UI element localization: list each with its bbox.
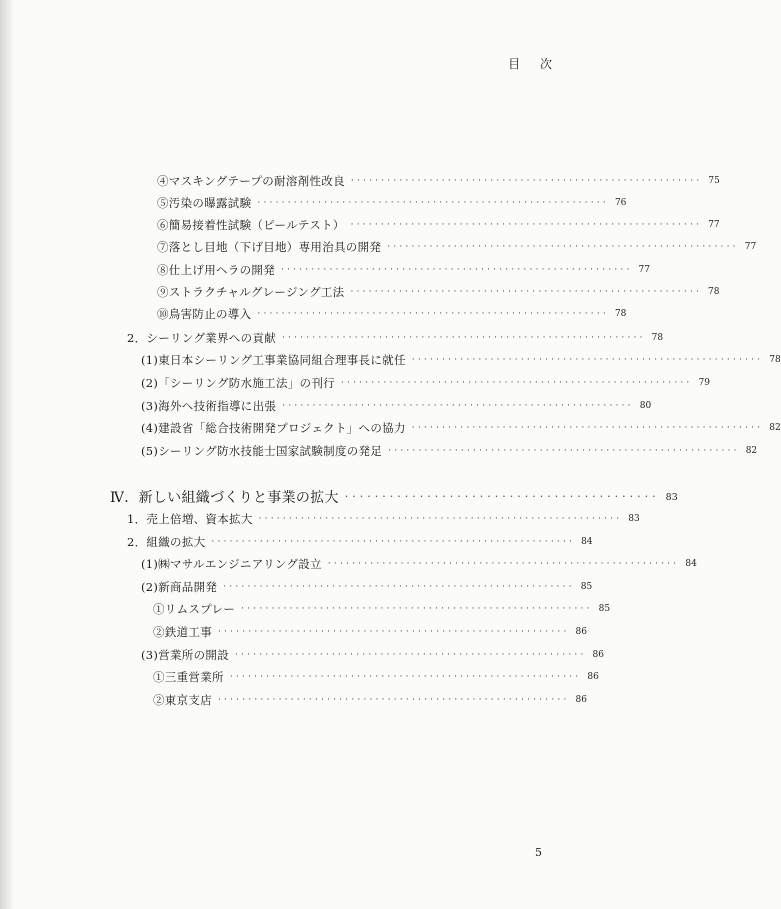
toc-entry — [141, 396, 652, 416]
toc-leader-dots: ·························································· — [411, 355, 764, 365]
toc-entry-page: 84 — [685, 559, 697, 569]
toc-entry-page: 77 — [708, 220, 720, 230]
toc-leader-dots: ·························································· — [411, 423, 764, 433]
toc-leader-dots: ·························································· — [350, 176, 703, 186]
toc-entry-page: 85 — [598, 604, 611, 614]
toc-leader-dots: ·························································· — [241, 604, 593, 614]
toc-entry-label: ④マスキングテープの耐溶剤性改良 — [157, 174, 345, 188]
toc-entry — [127, 532, 593, 552]
toc-entry — [157, 215, 720, 235]
toc-entry-label: (3)海外へ技術指導に出張 — [141, 399, 277, 413]
toc-entry-label: (1)東日本シーリング工事業協同組合理事長に就任 — [141, 353, 406, 367]
toc-leader-dots: ·························································· — [218, 627, 570, 637]
toc-leader-dots: ·························································· — [340, 378, 693, 388]
toc-entry — [141, 441, 758, 461]
toc-entry — [141, 373, 710, 393]
toc-entry-page: 78 — [769, 355, 781, 365]
toc-entry-label: (2)新商品開発 — [141, 580, 218, 594]
toc-leader-dots: ·························································· — [218, 695, 570, 705]
toc-entry — [141, 350, 781, 370]
toc-leader-dots: ·························································· — [257, 309, 609, 319]
toc-entry-page: 75 — [708, 176, 720, 186]
toc-entry-page: 77 — [638, 265, 650, 275]
toc-entry-label: 1．売上倍増、資本拡大 — [127, 512, 253, 526]
page-header-title: 目 次 — [508, 57, 560, 71]
toc-entry — [157, 171, 720, 191]
toc-leader-dots: ·························································· — [282, 401, 634, 411]
toc-entry-page: 82 — [745, 446, 758, 456]
toc-entry-label: 2．シーリング業界への貢献 — [127, 331, 276, 345]
toc-entry-page: 80 — [639, 401, 652, 411]
toc-entry-label: ②鉄道工事 — [153, 625, 212, 639]
toc-entry — [141, 645, 604, 665]
toc-entry-page: 77 — [744, 242, 757, 252]
toc-entry — [153, 599, 611, 619]
toc-entry-label: ①三重営業所 — [153, 670, 224, 684]
page-edge-shadow — [0, 0, 14, 909]
toc-entry-label: (5)シーリング防水技能士国家試験制度の発足 — [141, 444, 383, 458]
toc-entry-page: 78 — [708, 287, 720, 297]
toc-entry — [153, 690, 587, 710]
toc-entry-label: ⑩鳥害防止の導入 — [157, 307, 252, 321]
toc-leader-dots: ·························································· — [229, 672, 582, 682]
toc-entry-page: 78 — [614, 309, 627, 319]
toc-entry-page: 83 — [628, 514, 640, 524]
toc-entry-label: ⑥簡易接着性試験（ピールテスト） — [157, 218, 345, 232]
toc-entry-page: 83 — [665, 491, 678, 503]
toc-entry-label: (1)㈱マサルエンジニアリング設立 — [141, 557, 322, 571]
toc-entry-label: ⑧仕上げ用ヘラの開発 — [157, 263, 275, 277]
toc-leader-dots: ·························································· — [281, 265, 633, 275]
toc-entry-page: 78 — [651, 333, 664, 343]
toc-entry-label: (3)営業所の開設 — [141, 648, 229, 662]
toc-entry-page: 84 — [581, 537, 593, 547]
toc-entry-label: (2)「シーリング防水施工法」の刊行 — [141, 376, 335, 390]
toc-entry — [157, 237, 757, 257]
toc-entry-page: 86 — [575, 695, 587, 705]
toc-leader-dots: ···························································· — [258, 514, 623, 524]
toc-leader-dots: ·························································· — [388, 446, 740, 456]
toc-entry — [141, 554, 697, 574]
toc-leader-dots: ·························································· — [235, 650, 587, 660]
toc-entry-page: 86 — [592, 650, 604, 660]
toc-entry — [141, 577, 593, 597]
toc-entry — [127, 328, 664, 348]
toc-leader-dots: ·························································· — [327, 559, 680, 569]
toc-entry-label: ①リムスプレー — [153, 602, 236, 616]
toc-entry-label: 2．組織の拡大 — [127, 535, 206, 549]
toc-entry-page: 85 — [580, 582, 593, 592]
toc-entry-page: 86 — [575, 627, 587, 637]
toc-entry — [153, 622, 587, 642]
toc-entry-page: 76 — [614, 198, 627, 208]
toc-entry-label: (4)建設省「総合技術開発プロジェクト」への協力 — [141, 421, 406, 435]
toc-leader-dots: ·························································· — [257, 198, 609, 208]
toc-entry-label: ⑨ストラクチャルグレージング工法 — [157, 285, 345, 299]
toc-leader-dots: ···························································· — [211, 537, 576, 547]
toc-entry — [157, 193, 627, 213]
toc-entry-label: ⑦落とし目地（下げ目地）専用治具の開発 — [157, 240, 382, 254]
toc-entry — [157, 260, 650, 280]
toc-leader-dots: ·········································· — [344, 490, 660, 503]
toc-leader-dots: ·························································· — [350, 220, 703, 230]
toc-entry — [157, 304, 627, 324]
toc-entry — [141, 418, 781, 438]
toc-entry-page: 79 — [698, 378, 710, 388]
toc-entry-page: 86 — [587, 672, 599, 682]
toc-entry-page: 82 — [769, 423, 781, 433]
toc-entry — [153, 667, 599, 687]
toc-leader-dots: ·························································· — [387, 242, 739, 252]
toc-entry-label: ⑤汚染の曝露試験 — [157, 196, 252, 210]
toc-leader-dots: ·························································· — [223, 582, 575, 592]
toc-chapter-entry — [110, 485, 678, 509]
toc-leader-dots: ···························································· — [282, 333, 646, 343]
toc-entry-label: Ⅳ．新しい組織づくりと事業の拡大 — [110, 490, 339, 506]
toc-leader-dots: ·························································· — [350, 287, 703, 297]
toc-entry — [157, 282, 720, 302]
toc-entry — [127, 509, 640, 529]
toc-entry-label: ②東京支店 — [153, 693, 212, 707]
page-number: 5 — [535, 846, 542, 859]
